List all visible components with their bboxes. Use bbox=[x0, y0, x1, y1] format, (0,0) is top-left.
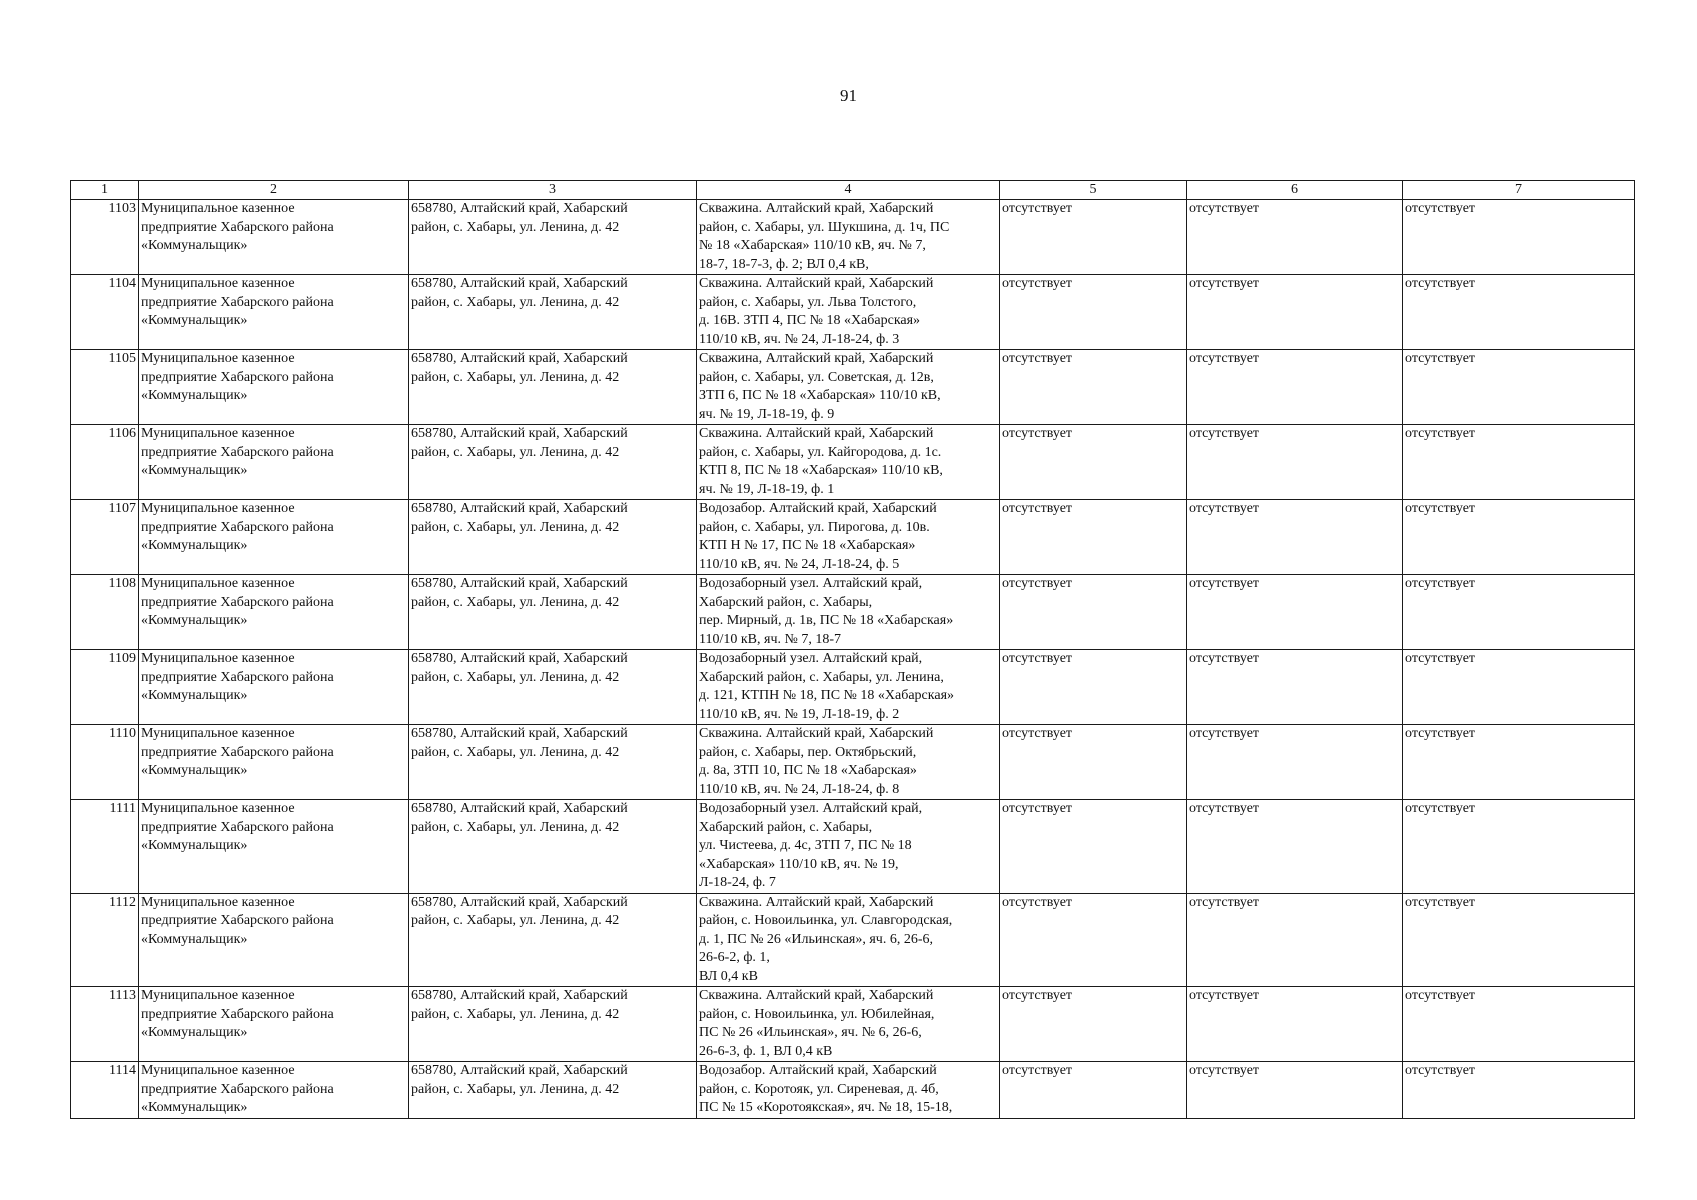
table-row bbox=[71, 800, 1635, 894]
column-7-cell: отсутствует bbox=[1403, 987, 1635, 1062]
column-6-cell: отсутствует bbox=[1187, 575, 1403, 650]
column-7-cell: отсутствует bbox=[1403, 575, 1635, 650]
column-6-cell: отсутствует bbox=[1187, 650, 1403, 725]
column-5-cell: отсутствует bbox=[1000, 1062, 1187, 1119]
organization-cell: Муниципальное казенное предприятие Хабарского района «Коммунальщик» bbox=[139, 350, 409, 425]
column-6-cell: отсутствует bbox=[1187, 275, 1403, 350]
column-5-cell: отсутствует bbox=[1000, 275, 1187, 350]
address-cell: 658780, Алтайский край, Хабарский район, с. Хабары, ул. Ленина, д. 42 bbox=[409, 1062, 697, 1119]
object-cell: Скважина. Алтайский край, Хабарский район, с. Новоильинка, ул. Юбилейная, ПС № 26 «Ильинская», яч. № 6, 26-6, 26-6-3, ф. 1, ВЛ 0,4 кВ bbox=[697, 987, 1000, 1062]
column-header: 1 bbox=[71, 181, 139, 200]
column-5-cell: отсутствует bbox=[1000, 200, 1187, 275]
row-number: 1104 bbox=[71, 275, 139, 350]
table-row bbox=[71, 275, 1635, 350]
address-cell: 658780, Алтайский край, Хабарский район, с. Хабары, ул. Ленина, д. 42 bbox=[409, 575, 697, 650]
address-cell: 658780, Алтайский край, Хабарский район, с. Хабары, ул. Ленина, д. 42 bbox=[409, 893, 697, 987]
address-cell: 658780, Алтайский край, Хабарский район, с. Хабары, ул. Ленина, д. 42 bbox=[409, 650, 697, 725]
column-6-cell: отсутствует bbox=[1187, 725, 1403, 800]
organization-cell: Муниципальное казенное предприятие Хабарского района «Коммунальщик» bbox=[139, 275, 409, 350]
header-row bbox=[71, 181, 1635, 200]
table-row bbox=[71, 893, 1635, 987]
table-row bbox=[71, 425, 1635, 500]
address-cell: 658780, Алтайский край, Хабарский район, с. Хабары, ул. Ленина, д. 42 bbox=[409, 800, 697, 894]
address-cell: 658780, Алтайский край, Хабарский район, с. Хабары, ул. Ленина, д. 42 bbox=[409, 350, 697, 425]
column-6-cell: отсутствует bbox=[1187, 500, 1403, 575]
column-7-cell: отсутствует bbox=[1403, 275, 1635, 350]
column-7-cell: отсутствует bbox=[1403, 725, 1635, 800]
row-number: 1103 bbox=[71, 200, 139, 275]
organization-cell: Муниципальное казенное предприятие Хабарского района «Коммунальщик» bbox=[139, 1062, 409, 1119]
column-6-cell: отсутствует bbox=[1187, 425, 1403, 500]
column-5-cell: отсутствует bbox=[1000, 987, 1187, 1062]
row-number: 1111 bbox=[71, 800, 139, 894]
organization-cell: Муниципальное казенное предприятие Хабарского района «Коммунальщик» bbox=[139, 800, 409, 894]
column-7-cell: отсутствует bbox=[1403, 800, 1635, 894]
row-number: 1110 bbox=[71, 725, 139, 800]
organization-cell: Муниципальное казенное предприятие Хабарского района «Коммунальщик» bbox=[139, 500, 409, 575]
table-row bbox=[71, 200, 1635, 275]
column-5-cell: отсутствует bbox=[1000, 350, 1187, 425]
column-header: 7 bbox=[1403, 181, 1635, 200]
column-6-cell: отсутствует bbox=[1187, 200, 1403, 275]
row-number: 1107 bbox=[71, 500, 139, 575]
address-cell: 658780, Алтайский край, Хабарский район, с. Хабары, ул. Ленина, д. 42 bbox=[409, 200, 697, 275]
address-cell: 658780, Алтайский край, Хабарский район, с. Хабары, ул. Ленина, д. 42 bbox=[409, 275, 697, 350]
column-7-cell: отсутствует bbox=[1403, 1062, 1635, 1119]
column-5-cell: отсутствует bbox=[1000, 500, 1187, 575]
column-7-cell: отсутствует bbox=[1403, 500, 1635, 575]
row-number: 1113 bbox=[71, 987, 139, 1062]
column-header: 6 bbox=[1187, 181, 1403, 200]
table-row bbox=[71, 650, 1635, 725]
organization-cell: Муниципальное казенное предприятие Хабарского района «Коммунальщик» bbox=[139, 650, 409, 725]
column-7-cell: отсутствует bbox=[1403, 350, 1635, 425]
address-cell: 658780, Алтайский край, Хабарский район, с. Хабары, ул. Ленина, д. 42 bbox=[409, 725, 697, 800]
object-cell: Скважина. Алтайский край, Хабарский район, с. Хабары, ул. Шукшина, д. 1ч, ПС № 18 «Хабарская» 110/10 кВ, яч. № 7, 18-7, 18-7-3, ф. 2; ВЛ 0,4 кВ, bbox=[697, 200, 1000, 275]
object-cell: Водозаборный узел. Алтайский край, Хабарский район, с. Хабары, ул. Чистеева, д. 4с, ЗТП 7, ПС № 18 «Хабарская» 110/10 кВ, яч. № 19, Л-18-24, ф. 7 bbox=[697, 800, 1000, 894]
object-cell: Скважина. Алтайский край, Хабарский район, с. Хабары, пер. Октябрьский, д. 8а, ЗТП 10, ПС № 18 «Хабарская» 110/10 кВ, яч. № 24, Л-18-24, ф. 8 bbox=[697, 725, 1000, 800]
row-number: 1114 bbox=[71, 1062, 139, 1119]
column-7-cell: отсутствует bbox=[1403, 893, 1635, 987]
object-cell: Водозаборный узел. Алтайский край, Хабарский район, с. Хабары, пер. Мирный, д. 1в, ПС № 18 «Хабарская» 110/10 кВ, яч. № 7, 18-7 bbox=[697, 575, 1000, 650]
table-row bbox=[71, 500, 1635, 575]
object-cell: Скважина. Алтайский край, Хабарский район, с. Новоильинка, ул. Славгородская, д. 1, ПС № 26 «Ильинская», яч. 6, 26-6, 26-6-2, ф. 1, ВЛ 0,4 кВ bbox=[697, 893, 1000, 987]
object-cell: Скважина. Алтайский край, Хабарский район, с. Хабары, ул. Льва Толстого, д. 16В. ЗТП 4, ПС № 18 «Хабарская» 110/10 кВ, яч. № 24, Л-18-24, ф. 3 bbox=[697, 275, 1000, 350]
table-row bbox=[71, 575, 1635, 650]
organization-cell: Муниципальное казенное предприятие Хабарского района «Коммунальщик» bbox=[139, 893, 409, 987]
column-6-cell: отсутствует bbox=[1187, 350, 1403, 425]
column-5-cell: отсутствует bbox=[1000, 575, 1187, 650]
table-row bbox=[71, 987, 1635, 1062]
row-number: 1112 bbox=[71, 893, 139, 987]
organization-cell: Муниципальное казенное предприятие Хабарского района «Коммунальщик» bbox=[139, 575, 409, 650]
table-row bbox=[71, 1062, 1635, 1119]
organization-cell: Муниципальное казенное предприятие Хабарского района «Коммунальщик» bbox=[139, 987, 409, 1062]
object-cell: Водозабор. Алтайский край, Хабарский район, с. Хабары, ул. Пирогова, д. 10в. КТП Н № 17, ПС № 18 «Хабарская» 110/10 кВ, яч. № 24, Л-18-24, ф. 5 bbox=[697, 500, 1000, 575]
column-7-cell: отсутствует bbox=[1403, 650, 1635, 725]
table-row bbox=[71, 350, 1635, 425]
table-row bbox=[71, 725, 1635, 800]
address-cell: 658780, Алтайский край, Хабарский район, с. Хабары, ул. Ленина, д. 42 bbox=[409, 500, 697, 575]
organization-cell: Муниципальное казенное предприятие Хабарского района «Коммунальщик» bbox=[139, 200, 409, 275]
object-cell: Водозабор. Алтайский край, Хабарский район, с. Коротояк, ул. Сиреневая, д. 4б, ПС № 15 «Коротоякская», яч. № 18, 15-18, bbox=[697, 1062, 1000, 1119]
column-5-cell: отсутствует bbox=[1000, 893, 1187, 987]
column-5-cell: отсутствует bbox=[1000, 650, 1187, 725]
object-cell: Скважина, Алтайский край, Хабарский район, с. Хабары, ул. Советская, д. 12в, ЗТП 6, ПС № 18 «Хабарская» 110/10 кВ, яч. № 19, Л-18-19, ф. 9 bbox=[697, 350, 1000, 425]
address-cell: 658780, Алтайский край, Хабарский район, с. Хабары, ул. Ленина, д. 42 bbox=[409, 987, 697, 1062]
row-number: 1106 bbox=[71, 425, 139, 500]
page-number: 91 bbox=[840, 86, 857, 105]
column-header: 2 bbox=[139, 181, 409, 200]
row-number: 1109 bbox=[71, 650, 139, 725]
column-6-cell: отсутствует bbox=[1187, 893, 1403, 987]
object-cell: Водозаборный узел. Алтайский край, Хабарский район, с. Хабары, ул. Ленина, д. 121, КТПН № 18, ПС № 18 «Хабарская» 110/10 кВ, яч. № 19, Л-18-19, ф. 2 bbox=[697, 650, 1000, 725]
column-header: 4 bbox=[697, 181, 1000, 200]
column-7-cell: отсутствует bbox=[1403, 200, 1635, 275]
column-6-cell: отсутствует bbox=[1187, 1062, 1403, 1119]
organization-cell: Муниципальное казенное предприятие Хабарского района «Коммунальщик» bbox=[139, 425, 409, 500]
column-header: 3 bbox=[409, 181, 697, 200]
column-6-cell: отсутствует bbox=[1187, 800, 1403, 894]
column-5-cell: отсутствует bbox=[1000, 725, 1187, 800]
row-number: 1108 bbox=[71, 575, 139, 650]
object-cell: Скважина. Алтайский край, Хабарский район, с. Хабары, ул. Кайгородова, д. 1с. КТП 8, ПС № 18 «Хабарская» 110/10 кВ, яч. № 19, Л-18-19, ф. 1 bbox=[697, 425, 1000, 500]
column-5-cell: отсутствует bbox=[1000, 425, 1187, 500]
organization-cell: Муниципальное казенное предприятие Хабарского района «Коммунальщик» bbox=[139, 725, 409, 800]
column-header: 5 bbox=[1000, 181, 1187, 200]
column-5-cell: отсутствует bbox=[1000, 800, 1187, 894]
row-number: 1105 bbox=[71, 350, 139, 425]
registry-table bbox=[70, 180, 1635, 1119]
column-7-cell: отсутствует bbox=[1403, 425, 1635, 500]
column-6-cell: отсутствует bbox=[1187, 987, 1403, 1062]
address-cell: 658780, Алтайский край, Хабарский район, с. Хабары, ул. Ленина, д. 42 bbox=[409, 425, 697, 500]
